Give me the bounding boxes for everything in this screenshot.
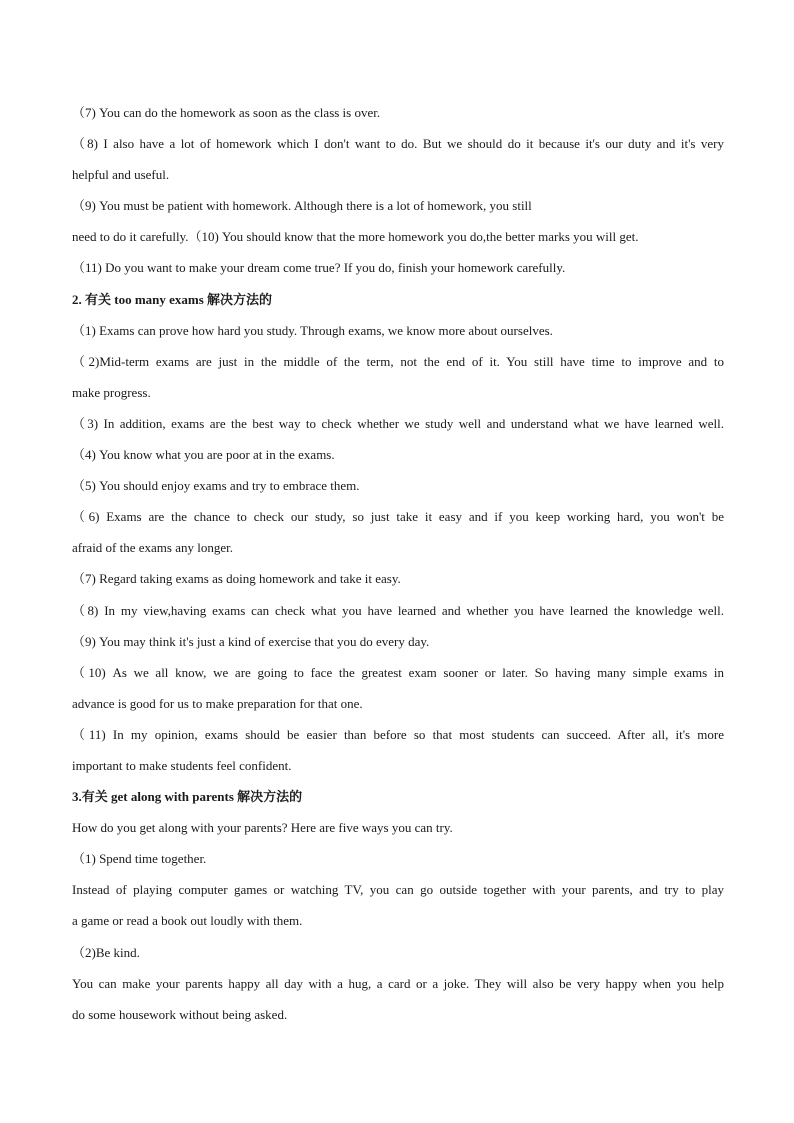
text-line: （1) Exams can prove how hard you study. Through exams, we know more about ourselves.	[72, 322, 553, 338]
text-line: （8) In my view,having exams can check what you have learned and whether you have learned the knowledge well.	[72, 602, 724, 618]
text-line: （9) You may think it's just a kind of exercise that you do every day.	[72, 633, 430, 649]
text-line: need to do it carefully.（10) You should know that the more homework you do,the better marks you will get.	[72, 229, 639, 245]
text-line: How do you get along with your parents? Here are five ways you can try.	[72, 820, 453, 836]
text-line: helpful and useful.	[72, 167, 170, 183]
text-line: Instead of playing computer games or watching TV, you can go outside together with your parents, and try to play	[72, 882, 724, 898]
text-line: （2)Mid-term exams are just in the middle of the term, not the end of it. You still have time to improve and to	[72, 353, 724, 369]
text-line: （8) I also have a lot of homework which I don't want to do. But we should do it because it's our duty and it's very	[72, 136, 724, 152]
text-line: （1) Spend time together.	[72, 851, 207, 867]
text-line: （9) You must be patient with homework. Although there is a lot of homework, you still	[72, 198, 532, 214]
text-line: do some housework without being asked.	[72, 1006, 288, 1022]
text-line: （2)Be kind.	[72, 944, 140, 960]
text-line: a game or read a book out loudly with them.	[72, 913, 303, 929]
text-line: （11) In my opinion, exams should be easier than before so that most students can succeed. After all, it's more	[72, 726, 724, 742]
section-heading: 2. 有关 too many exams 解决方法的	[72, 291, 273, 307]
text-line: important to make students feel confident.	[72, 757, 292, 773]
text-line: （7) Regard taking exams as doing homework and take it easy.	[72, 571, 401, 587]
text-line: （11) Do you want to make your dream come true? If you do, finish your homework carefully.	[72, 260, 566, 276]
text-line: （3) In addition, exams are the best way to check whether we study well and understand what we have learned well.	[72, 415, 724, 431]
text-line: advance is good for us to make preparation for that one.	[72, 695, 363, 711]
text-line: （6) Exams are the chance to check our study, so just take it easy and if you keep working hard, you won't be	[72, 509, 724, 525]
section-heading: 3.有关 get along with parents 解决方法的	[72, 789, 303, 805]
document-page	[72, 100, 724, 1033]
text-line: make progress.	[72, 384, 151, 400]
text-line: （5) You should enjoy exams and try to embrace them.	[72, 478, 360, 494]
text-line: （10) As we all know, we are going to face the greatest exam sooner or later. So having many simple exams in	[72, 664, 724, 680]
text-line: You can make your parents happy all day with a hug, a card or a joke. They will also be very happy when you help	[72, 975, 724, 991]
text-line: （4) You know what you are poor at in the exams.	[72, 447, 335, 463]
text-line: afraid of the exams any longer.	[72, 540, 233, 556]
text-line: （7) You can do the homework as soon as the class is over.	[72, 105, 381, 120]
